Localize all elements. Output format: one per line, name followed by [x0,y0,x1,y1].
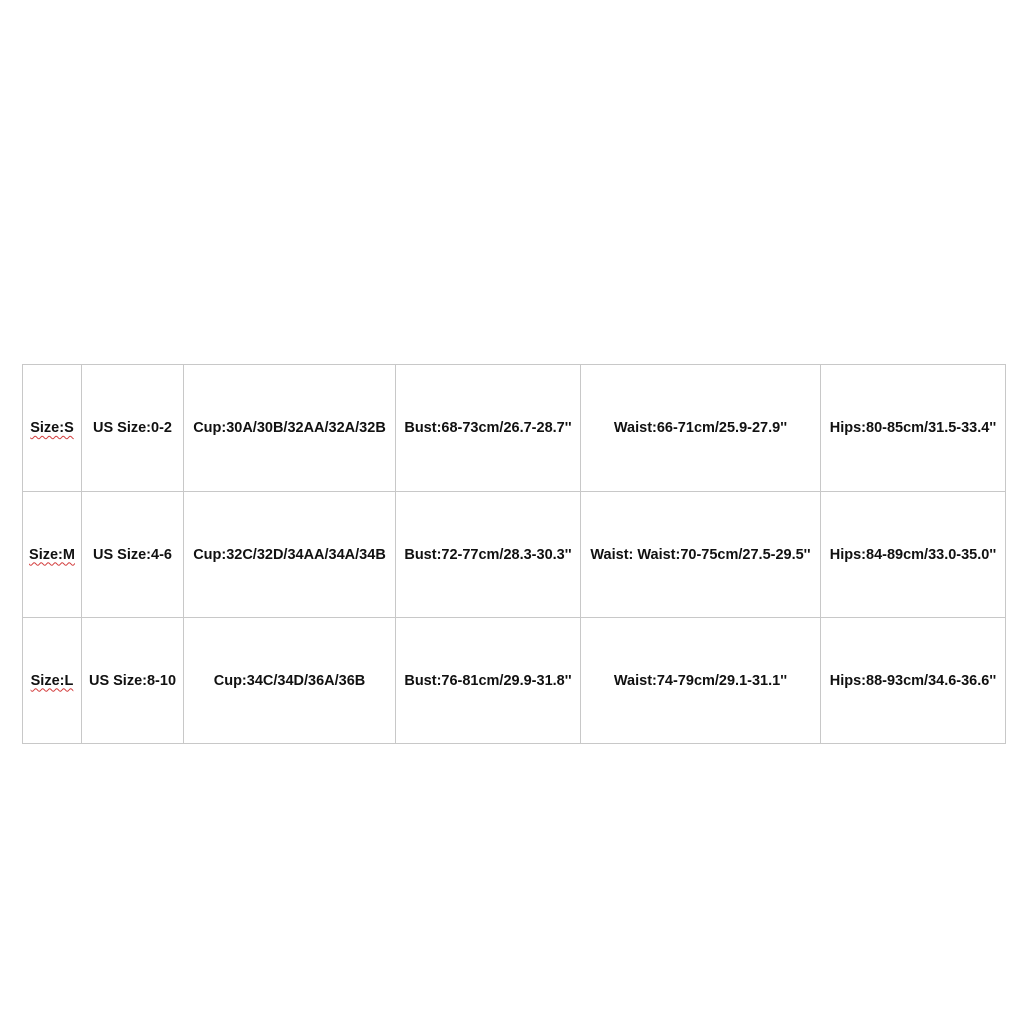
waist-cell: Waist: Waist:70-75cm/27.5-29.5'' [581,492,821,618]
size-label: Size:S [30,420,74,436]
size-chart-table [22,364,1006,744]
waist-cell: Waist:66-71cm/25.9-27.9'' [581,365,821,492]
bust-cell: Bust:68-73cm/26.7-28.7'' [396,365,581,492]
hips-cell: Hips:88-93cm/34.6-36.6'' [821,618,1006,744]
hips-cell: Hips:80-85cm/31.5-33.4'' [821,365,1006,492]
cup-cell: Cup:30A/30B/32AA/32A/32B [184,365,396,492]
us-size-cell: US Size:8-10 [82,618,184,744]
waist-cell: Waist:74-79cm/29.1-31.1'' [581,618,821,744]
size-cell [23,365,82,492]
size-cell [23,492,82,618]
size-cell [23,618,82,744]
cup-cell: Cup:34C/34D/36A/36B [184,618,396,744]
us-size-cell: US Size:0-2 [82,365,184,492]
size-label: Size:L [30,672,74,689]
bust-cell: Bust:72-77cm/28.3-30.3'' [396,492,581,618]
us-size-cell: US Size:4-6 [82,492,184,618]
table-row [23,492,1006,618]
hips-cell: Hips:84-89cm/33.0-35.0'' [821,492,1006,618]
table-row [23,618,1006,744]
bust-cell: Bust:76-81cm/29.9-31.8'' [396,618,581,744]
size-label: Size:M [29,546,75,563]
table-row [23,365,1006,492]
cup-cell: Cup:32C/32D/34AA/34A/34B [184,492,396,618]
